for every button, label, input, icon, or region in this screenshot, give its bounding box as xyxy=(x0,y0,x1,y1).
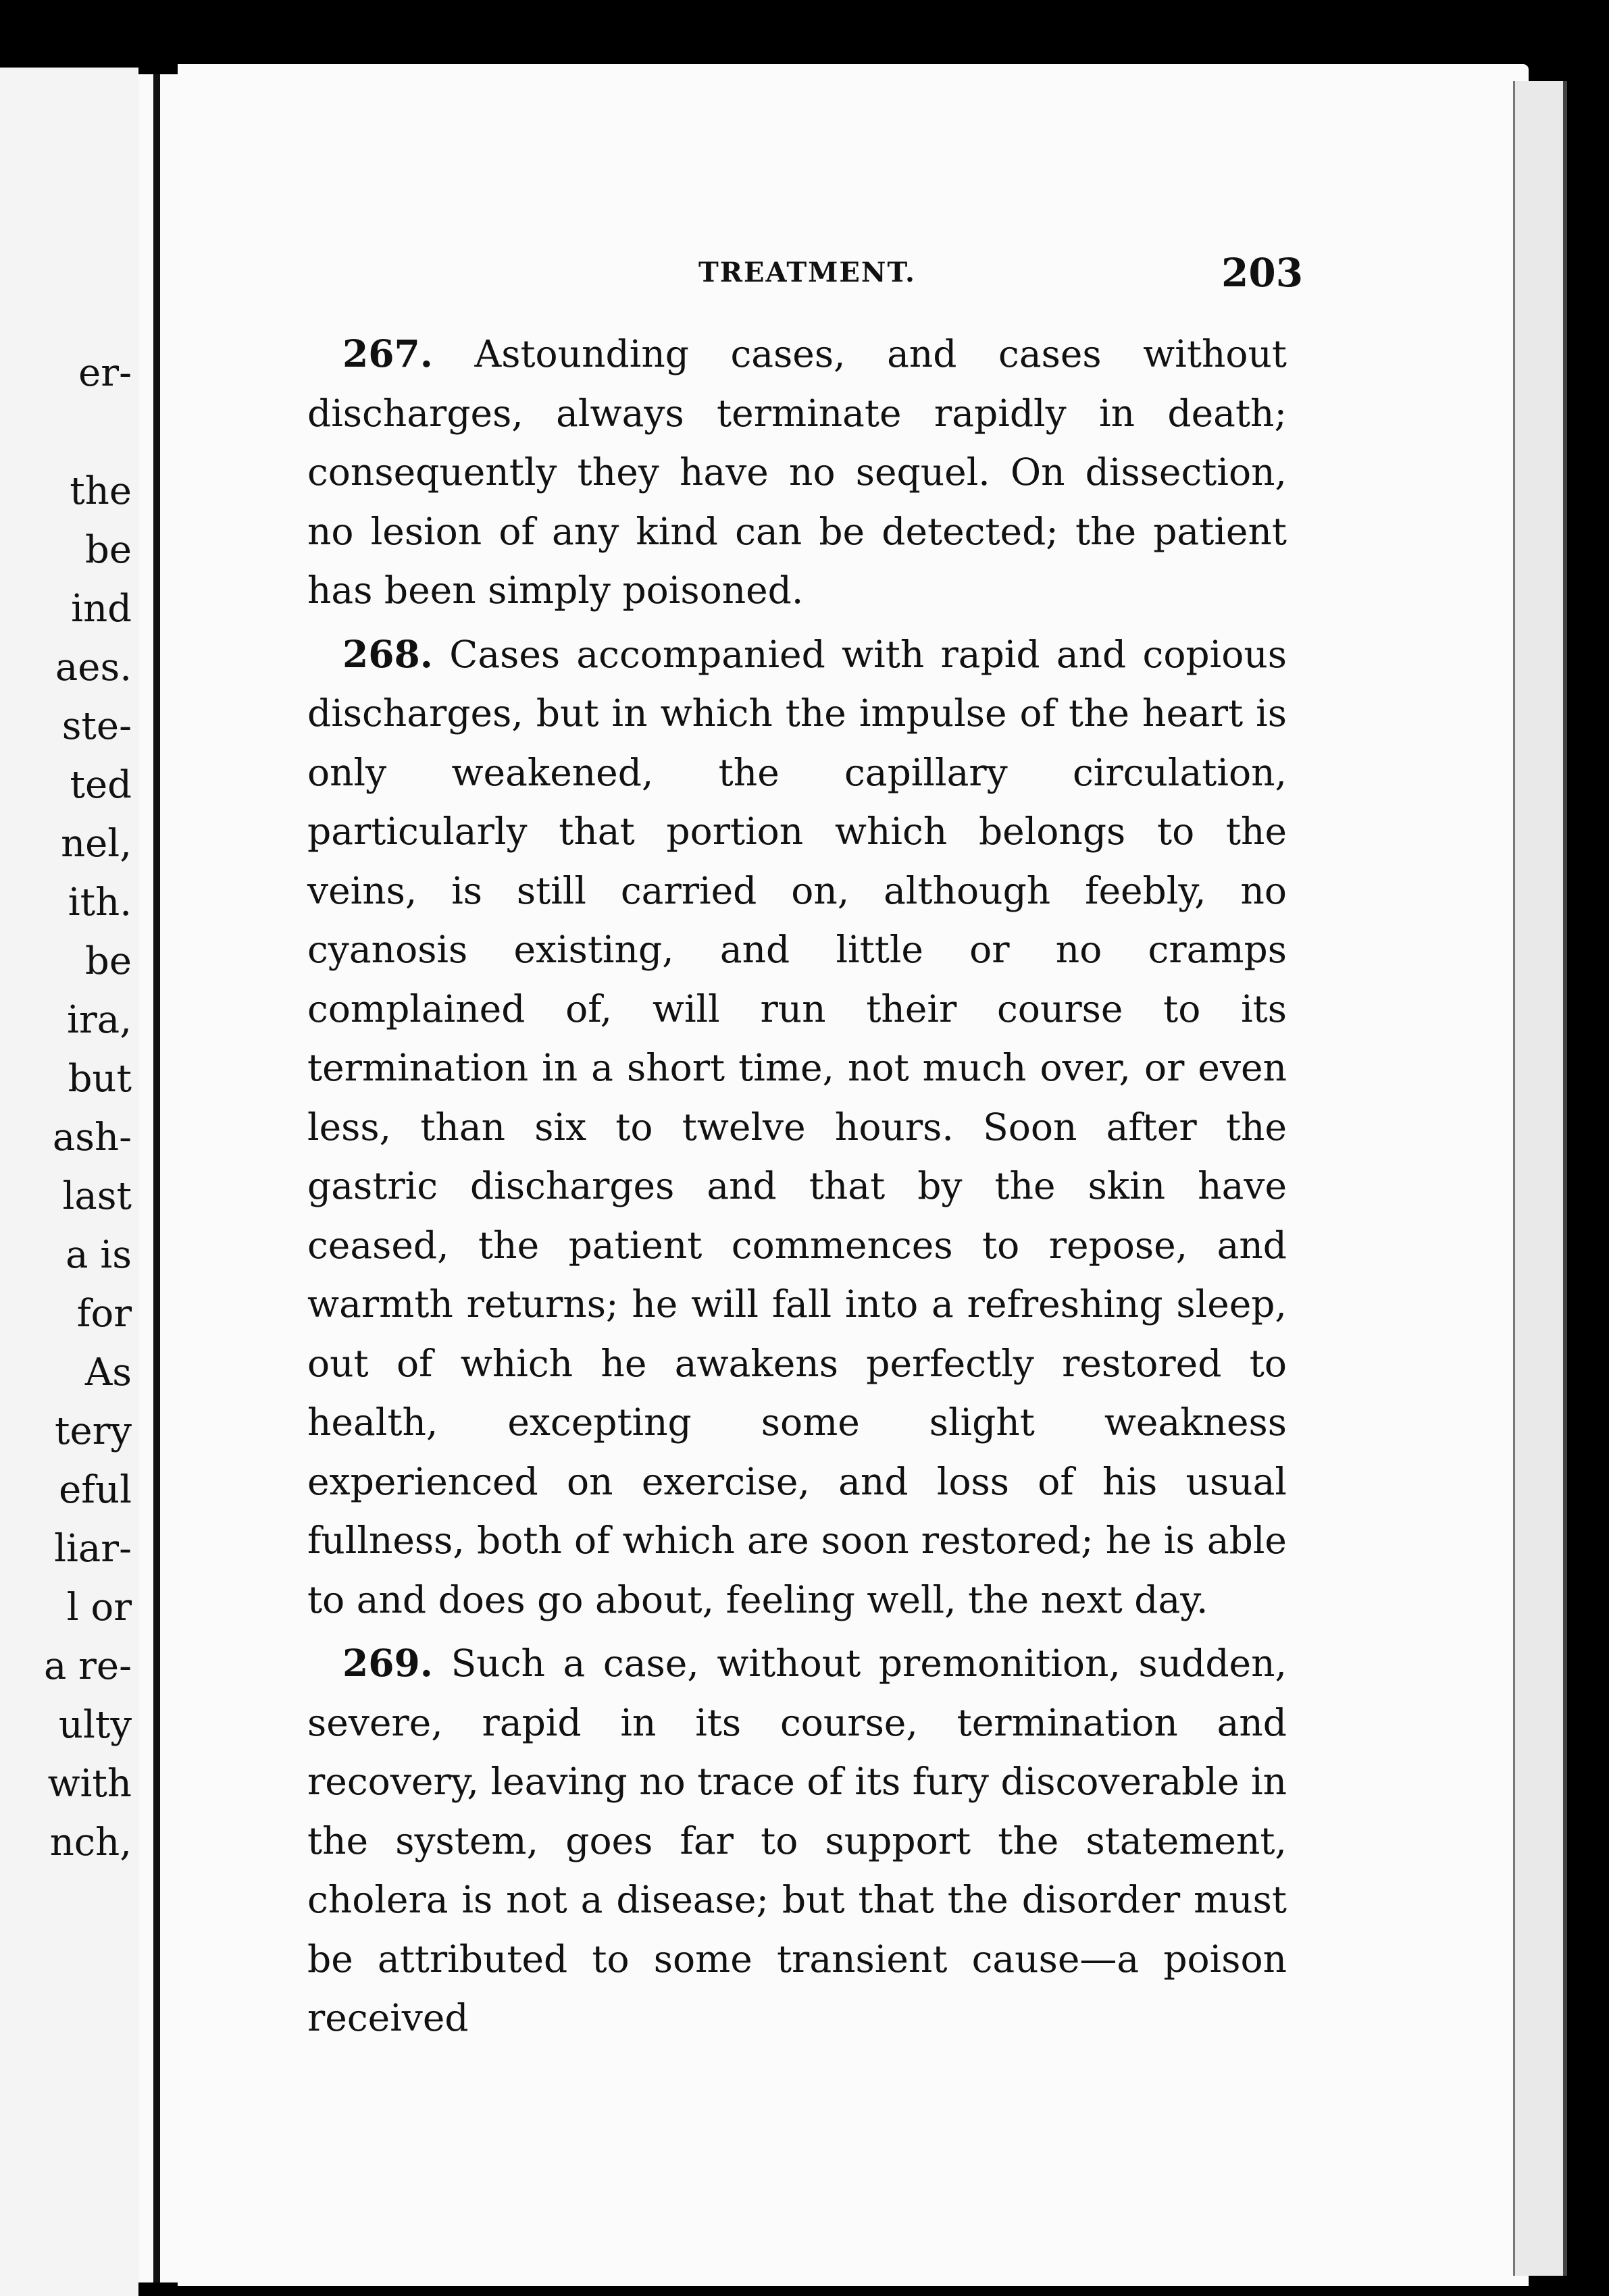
page-stack-edge xyxy=(1513,81,1567,2276)
book-gutter xyxy=(138,74,178,2282)
left-page-fragment: ste- xyxy=(61,704,132,748)
paragraph-text: Cases accompanied with rapid and copious discharges, but in which the impulse of the heart is only weakened, the capillary circulation, particularly that portion which belongs to the veins, is still carried on, although feebly, no cyanosis existing, and little or no cramps complained of, will run their course to its termination in a short time, not much over, or even less, than six to twelve hours. Soon after the gastric discharges and that by the skin have ceased, the patient commences to repose, and warmth returns; he will fall into a refreshing sleep, out of which he awakens perfectly restored to health, excepting some slight weakness experienced on exercise, and loss of his usual fullness, both of which are soon restored; he is able to and does go about, feeling well, the next day. xyxy=(307,632,1287,1621)
left-page-fragment: the xyxy=(70,469,132,513)
paragraph xyxy=(307,625,1287,1630)
left-page-fragment: a is xyxy=(66,1233,132,1277)
left-page-fragment: a re- xyxy=(43,1644,132,1688)
paragraph-number: 267. xyxy=(342,332,433,375)
left-page-fragment: liar- xyxy=(54,1527,132,1571)
paragraph xyxy=(307,1634,1287,2048)
paragraph xyxy=(307,324,1287,621)
left-page-fragment: for xyxy=(76,1292,132,1336)
left-page-fragment: tery xyxy=(54,1409,132,1453)
left-page-fragment: nel, xyxy=(61,822,132,866)
paragraph-number: 269. xyxy=(342,1641,433,1685)
running-head: TREATMENT. xyxy=(698,257,916,288)
left-page-fragment: ted xyxy=(70,763,132,807)
left-page-fragment: ind xyxy=(71,587,132,631)
left-page-fragment: ash- xyxy=(52,1116,132,1159)
left-page-fragment: As xyxy=(84,1351,132,1394)
left-page-fragment: ith. xyxy=(68,881,132,924)
paragraph-number: 268. xyxy=(342,631,433,676)
paragraph-text: Astounding cases, and cases without discharges, always terminate rapidly in death; consequently they have no sequel. On dissection, no lesion of any kind can be detected; the patient has been simply poisoned. xyxy=(307,332,1287,612)
left-page-fragment: ira, xyxy=(67,998,132,1042)
paragraph-text: Such a case, without premonition, sudden, severe, rapid in its course, termination and recovery, leaving no trace of its fury discoverable in the system, goes far to support the statement, cholera is not a disease; but that the disorder must be attributed to some transient cause—a poison received xyxy=(307,1642,1287,2039)
page-number: 203 xyxy=(1221,250,1304,296)
left-page-fragment: aes. xyxy=(55,646,132,689)
left-page-fragment: with xyxy=(47,1762,132,1806)
left-page-fragment: but xyxy=(68,1057,132,1101)
left-page-fragment: be xyxy=(85,528,132,572)
left-page-fragment: be xyxy=(85,939,132,983)
left-page-fragment: nch, xyxy=(49,1821,132,1864)
left-page-fragment: last xyxy=(62,1174,132,1218)
previous-page-edge xyxy=(0,68,138,2296)
body-text xyxy=(307,324,1287,2048)
left-page-fragment: l or xyxy=(66,1586,132,1629)
left-page-fragment: er- xyxy=(78,351,132,395)
left-page-fragment: eful xyxy=(59,1468,132,1512)
binding-line xyxy=(153,74,160,2282)
left-page-fragment: ulty xyxy=(58,1703,132,1747)
